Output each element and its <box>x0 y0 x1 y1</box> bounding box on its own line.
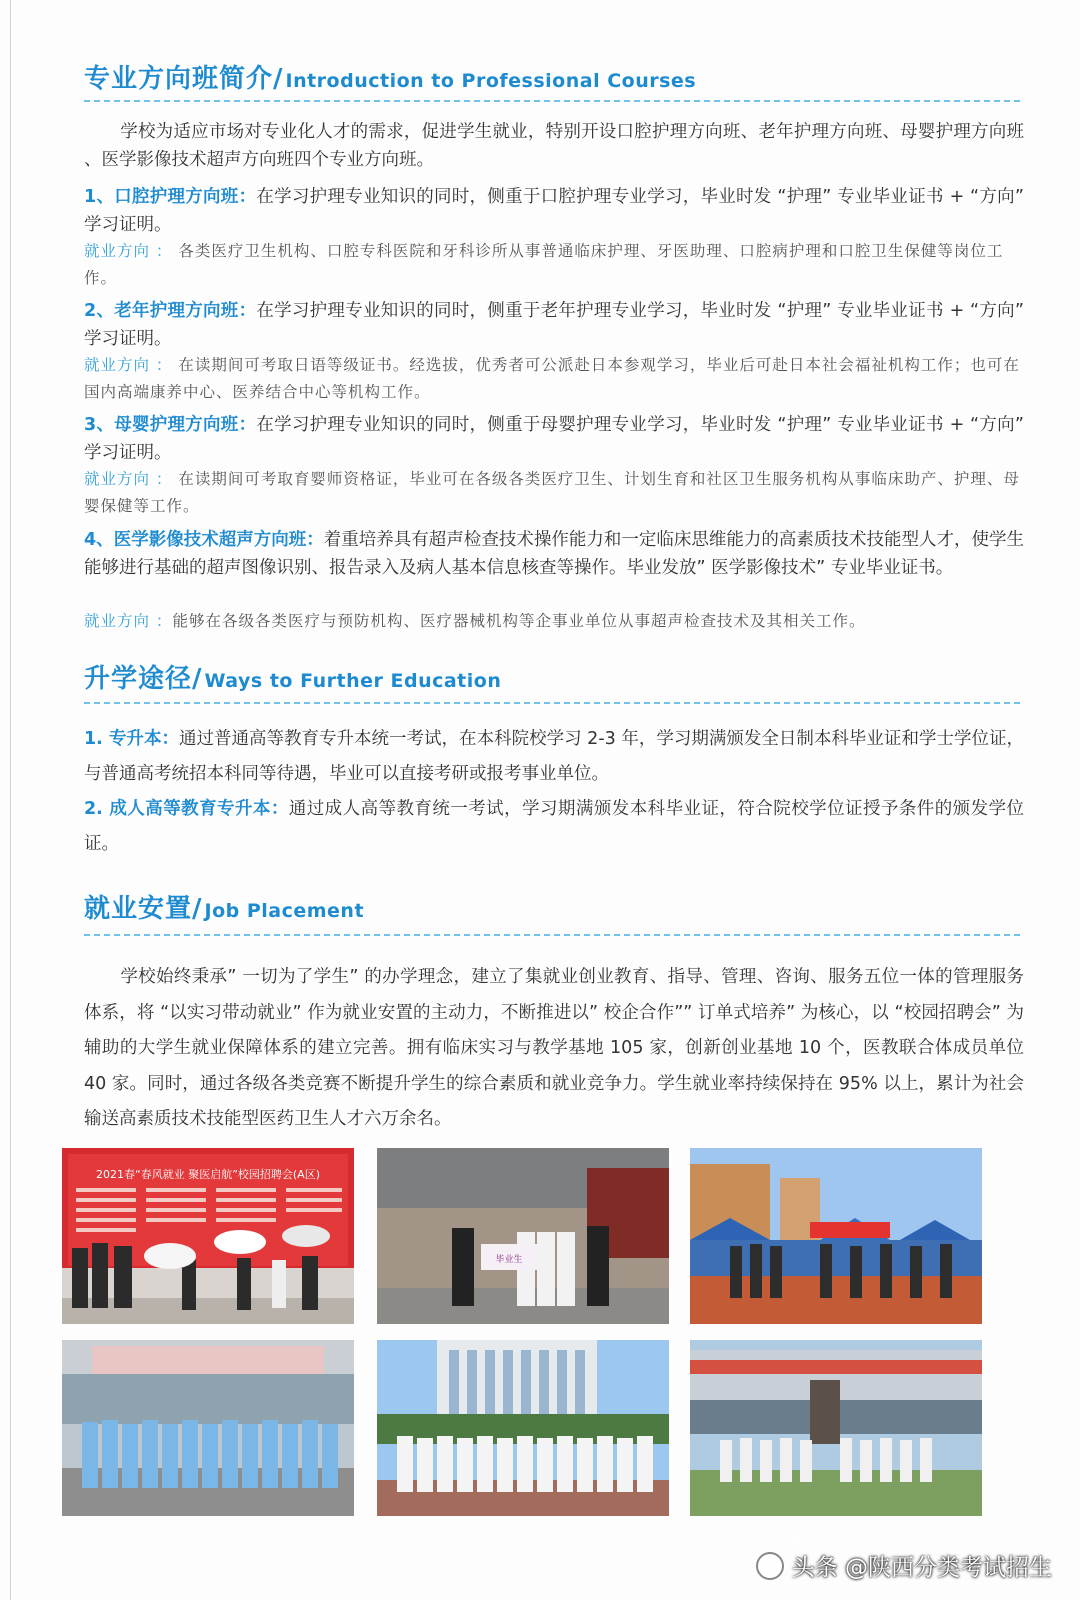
heading-zh: 就业安置/ <box>84 894 203 924</box>
course-3-employment: 就业方向 ： 在读期间可考取育婴师资格证，毕业可在各级各类医疗卫生、计划生育和社区卫生服务机构从事临床助产、护理、母婴保健等工作。 <box>84 470 1020 515</box>
dashed-divider <box>84 934 1020 936</box>
heading-en: Introduction to Professional Courses <box>285 70 697 92</box>
photo-statue-square <box>690 1340 982 1516</box>
course-4: 4、医学影像技术超声方向班：着重培养具有超声检查技术操作能力和一定临床思维能力的高素质技术技能型人才，使学生能够进行基础的超声图像识别、报告录入及病人基本信息核查等操作。毕业发放” 医学影像技术” 专业毕业证书。 <box>84 530 1024 578</box>
section-heading-education <box>84 658 501 695</box>
heading-en: Job Placement <box>204 900 365 922</box>
section-heading-placement <box>84 888 364 925</box>
course-4-employment: 就业方向 ：能够在各级各类医疗与预防机构、医疗器械机构等企事业单位从事超声检查技术及其相关工作。 <box>84 612 866 630</box>
course-2-employment: 就业方向 ： 在读期间可考取日语等级证书。经选拔，优秀者可公派赴日本参观学习，毕业后可赴日本社会福祉机构工作；也可在国内高端康养中心、医养结合中心等机构工作。 <box>84 356 1020 401</box>
photo-campus-recruitment <box>690 1148 982 1324</box>
dashed-divider <box>84 702 1020 704</box>
heading-en: Ways to Further Education <box>204 670 502 692</box>
education-item-2: 2. 成人高等教育专升本：通过成人高等教育统一考试，学习期满颁发本科毕业证，符合院校学位证授予条件的颁发学位证。 <box>84 799 1025 854</box>
page-border <box>10 0 11 1600</box>
course-1: 1、口腔护理方向班：在学习护理专业知识的同时，侧重于口腔护理专业学习，毕业时发 “护理” 专业毕业证书 + “方向” 学习证明。 <box>84 187 1024 235</box>
job-fair-banner-text: 2021春“春风就业 聚医启航”校园招聘会(A区) <box>96 1168 320 1181</box>
course-1-employment: 就业方向 ： 各类医疗卫生机构、口腔专科医院和牙科诊所从事普通临床护理、牙医助理、口腔病护理和口腔卫生保健等岗位工作。 <box>84 242 1004 287</box>
graduates-sign-text: 毕业生 <box>495 1255 523 1265</box>
photo-job-fair <box>62 1148 354 1324</box>
placement-body: 学校始终秉承” 一切为了学生” 的办学理念，建立了集就业创业教育、指导、管理、咨询、服务五位一体的管理服务体系，将 “以实习带动就业” 作为就业安置的主动力，不断推进以” 校企合作”” 订单式培养” 为核心，以 “校园招聘会” 为辅助的大学生就业保障体系的建立完善。拥有临床实习与教学基地 105 家，创新创业基地 10 个，医教联合体成员单位 40 家。同时，通过各级各类竞赛不断提升学生的综合素质和就业竞争力。学生就业率持续保持在 95% 以上，累计为社会输送高素质技术技能型医药卫生人才六万余名。 <box>84 967 1024 1129</box>
education-item-1: 1. 专升本：通过普通高等教育专升本统一考试，在本科院校学习 2-3 年，学习期满颁发全日制本科毕业证和学士学位证，与普通高考统招本科同等待遇，毕业可以直接考研或报考事业单位。 <box>84 729 1024 784</box>
photo-graduates-group <box>377 1148 669 1324</box>
courses-intro: 学校为适应市场对专业化人才的需求，促进学生就业，特别开设口腔护理方向班、老年护理方向班、母婴护理方向班 、医学影像技术超声方向班四个专业方向班。 <box>84 122 1024 170</box>
heading-zh: 专业方向班简介/ <box>84 64 284 94</box>
watermark-main: 头条 @陕西分类考试招生 <box>791 1555 1052 1581</box>
section-heading-courses <box>84 58 696 95</box>
course-3: 3、母婴护理方向班：在学习护理专业知识的同时，侧重于母婴护理专业学习，毕业时发 “护理” 专业毕业证书 + “方向” 学习证明。 <box>84 415 1024 463</box>
watermark-sub: 陕西分类考试招生信息平台 <box>757 1530 1022 1555</box>
dashed-divider <box>84 100 1020 102</box>
photo-hospital-nurses <box>62 1340 354 1516</box>
photo-hospital-group <box>377 1340 669 1516</box>
course-2: 2、老年护理方向班：在学习护理专业知识的同时，侧重于老年护理专业学习，毕业时发 “护理” 专业毕业证书 + “方向” 学习证明。 <box>84 301 1024 349</box>
heading-zh: 升学途径/ <box>84 664 203 694</box>
watermark <box>756 1530 1052 1582</box>
